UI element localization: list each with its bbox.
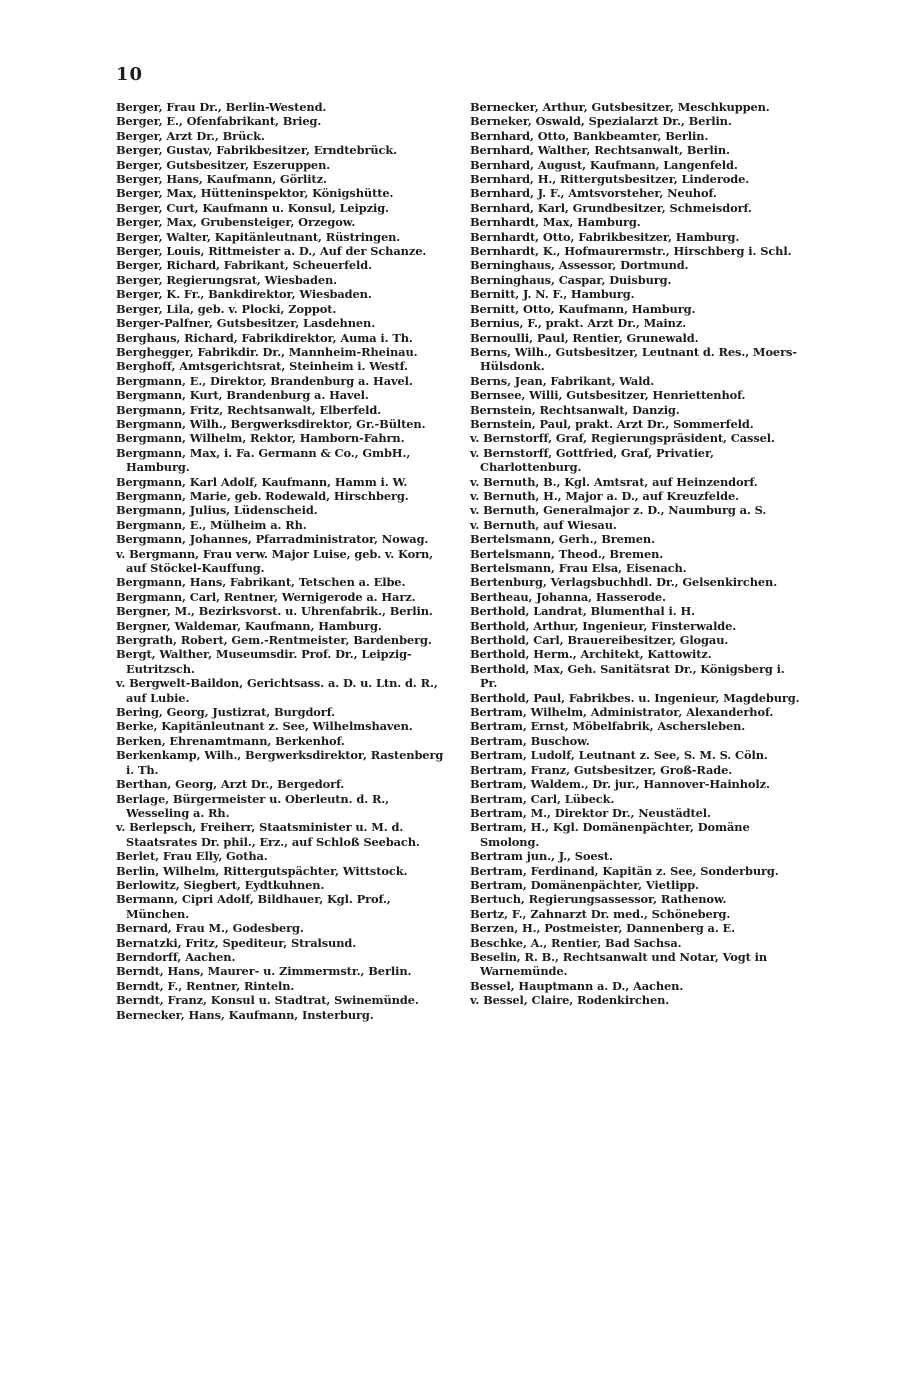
- directory-entry: Bernatzki, Fritz, Spediteur, Stralsund.: [116, 935, 357, 950]
- directory-entry: Berger, Gustav, Fabrikbesitzer, Erndtebrück.: [116, 143, 398, 158]
- directory-entry: Berzen, H., Postmeister, Dannenberg a. E.: [470, 921, 735, 936]
- directory-entry: Berke, Kapitänleutnant z. See, Wilhelmshaven.: [116, 719, 413, 734]
- directory-entry: Bessel, Hauptmann a. D., Aachen.: [470, 978, 684, 993]
- directory-entry: Bering, Georg, Justizrat, Burgdorf.: [116, 705, 335, 720]
- directory-entry: Berger-Palfner, Gutsbesitzer, Lasdehnen.: [116, 316, 376, 331]
- directory-entry: Bergrath, Robert, Gem.-Rentmeister, Bardenberg.: [116, 633, 432, 648]
- directory-entry: Bergmann, Wilhelm, Rektor, Hamborn-Fahrn.: [116, 431, 405, 446]
- directory-entry: Bernstein, Rechtsanwalt, Danzig.: [470, 402, 680, 417]
- directory-entry: Bertram, Ferdinand, Kapitän z. See, Sonderburg.: [470, 863, 779, 878]
- directory-entry: Bergner, Waldemar, Kaufmann, Hamburg.: [116, 618, 382, 633]
- directory-entry: Bertram, M., Direktor Dr., Neustädtel.: [470, 805, 711, 820]
- directory-entry: Bergmann, Karl Adolf, Kaufmann, Hamm i. W.: [116, 474, 408, 489]
- directory-entry: Bertram, Wilhelm, Administrator, Alexanderhof.: [470, 705, 774, 720]
- directory-entry: Berthold, Carl, Brauereibesitzer, Glogau.: [470, 633, 729, 648]
- directory-entry: Bergmann, Wilh., Bergwerksdirektor, Gr.-Bülten.: [116, 416, 426, 431]
- directory-entry: Bergmann, Max, i. Fa. Germann & Co., GmbH., Hamburg.: [116, 445, 411, 475]
- directory-entry: Berger, Max, Grubensteiger, Orzegow.: [116, 215, 356, 230]
- directory-entry: Bertram, Ludolf, Leutnant z. See, S. M. S. Cöln.: [470, 748, 768, 763]
- directory-entry: Berger, Regierungsrat, Wiesbaden.: [116, 272, 338, 287]
- directory-entry: Berns, Wilh., Gutsbesitzer, Leutnant d. Res., Moers-Hülsdonk.: [470, 344, 797, 374]
- left-column: [116, 100, 446, 1022]
- directory-entry: Bernhard, Karl, Grundbesitzer, Schmeisdorf.: [470, 200, 752, 215]
- directory-entry: Bernsee, Willi, Gutsbesitzer, Henriettenhof.: [470, 388, 746, 403]
- directory-entry: Bernhard, August, Kaufmann, Langenfeld.: [470, 157, 738, 172]
- directory-entry: Berns, Jean, Fabrikant, Wald.: [470, 373, 655, 388]
- directory-entry: Berlet, Frau Elly, Gotha.: [116, 849, 268, 864]
- directory-entry: Bernitt, J. N. F., Hamburg.: [470, 287, 635, 302]
- directory-entry: Beselin, R. B., Rechtsanwalt und Notar, Vogt in Warnemünde.: [470, 949, 768, 979]
- directory-entry: v. Bernstorff, Graf, Regierungspräsident, Cassel.: [470, 431, 775, 446]
- directory-entry: Berninghaus, Caspar, Duisburg.: [470, 272, 672, 287]
- directory-entry: Bermann, Cipri Adolf, Bildhauer, Kgl. Prof., München.: [116, 892, 391, 921]
- directory-entry: Bergmann, Marie, geb. Rodewald, Hirschberg.: [116, 488, 409, 503]
- right-column: [470, 100, 800, 1008]
- directory-entry: Berken, Ehrenamtmann, Berkenhof.: [116, 733, 345, 748]
- directory-entry: Bergmann, Johannes, Pfarradministrator, Nowag.: [116, 532, 429, 547]
- directory-entry: Berneker, Oswald, Spezialarzt Dr., Berlin.: [470, 114, 732, 129]
- directory-entry: Berlin, Wilhelm, Rittergutspächter, Wittstock.: [116, 863, 408, 878]
- directory-entry: Bertram, Waldem., Dr. jur., Hannover-Hainholz.: [470, 777, 770, 792]
- directory-entry: Berthold, Arthur, Ingenieur, Finsterwalde.: [470, 618, 737, 633]
- directory-entry: Bergmann, Carl, Rentner, Wernigerode a. Harz.: [116, 589, 416, 604]
- directory-entry: Bertenburg, Verlagsbuchhdl. Dr., Gelsenkirchen.: [470, 575, 778, 590]
- directory-entry: Berger, Max, Hütteninspektor, Königshütte.: [116, 186, 394, 201]
- directory-entry: Bertz, F., Zahnarzt Dr. med., Schöneberg.: [470, 906, 731, 921]
- directory-entry: Berndt, F., Rentner, Rinteln.: [116, 978, 295, 993]
- directory-entry: Berger, E., Ofenfabrikant, Brieg.: [116, 114, 322, 129]
- directory-entry: v. Berlepsch, Freiherr, Staatsminister u. M. d. Staatsrates Dr. phil., Erz., auf Schloß Seebach.: [116, 820, 420, 849]
- directory-entry: Bernhard, H., Rittergutsbesitzer, Linderode.: [470, 172, 750, 187]
- directory-entry: Bernecker, Arthur, Gutsbesitzer, Meschkuppen.: [470, 100, 770, 114]
- directory-entry: Bertram, Buschow.: [470, 733, 590, 748]
- directory-entry: v. Bernstorff, Gottfried, Graf, Privatier, Charlottenburg.: [470, 445, 714, 475]
- directory-entry: Berger, Hans, Kaufmann, Görlitz.: [116, 172, 327, 187]
- directory-entry: Berthold, Paul, Fabrikbes. u. Ingenieur, Magdeburg.: [470, 690, 800, 705]
- directory-entry: Berndt, Franz, Konsul u. Stadtrat, Swinemünde.: [116, 993, 419, 1008]
- directory-entry: Berger, Frau Dr., Berlin-Westend.: [116, 100, 327, 114]
- directory-entry: Bertram, Franz, Gutsbesitzer, Groß-Rade.: [470, 762, 733, 777]
- directory-entry: Berthold, Herm., Architekt, Kattowitz.: [470, 647, 712, 662]
- directory-entry: Berlage, Bürgermeister u. Oberleutn. d. R., Wesseling a. Rh.: [116, 791, 390, 820]
- directory-entry: Bernhard, J. F., Amtsvorsteher, Neuhof.: [470, 186, 717, 201]
- directory-entry: Berthold, Max, Geh. Sanitätsrat Dr., Königsberg i. Pr.: [470, 661, 785, 691]
- directory-entry: v. Bernuth, H., Major a. D., auf Kreuzfelde.: [470, 488, 740, 503]
- directory-entry: Bertelsmann, Gerh., Bremen.: [470, 532, 655, 547]
- directory-entry: Bergmann, Kurt, Brandenburg a. Havel.: [116, 388, 369, 403]
- directory-entry: v. Bernuth, B., Kgl. Amtsrat, auf Heinzendorf.: [470, 474, 758, 489]
- directory-entry: Berger, Lila, geb. v. Plocki, Zoppot.: [116, 301, 337, 316]
- directory-entry: Bernius, F., prakt. Arzt Dr., Mainz.: [470, 316, 687, 331]
- directory-entry: Bertheau, Johanna, Hasserode.: [470, 589, 666, 604]
- directory-entry: Bertram, Carl, Lübeck.: [470, 791, 615, 806]
- page-number: 10: [116, 64, 144, 85]
- directory-entry: Bernstein, Paul, prakt. Arzt Dr., Sommerfeld.: [470, 416, 754, 431]
- directory-entry: Berthan, Georg, Arzt Dr., Bergedorf.: [116, 777, 345, 792]
- directory-entry: Bertuch, Regierungsassessor, Rathenow.: [470, 892, 727, 907]
- directory-entry: Bertram, Domänenpächter, Vietlipp.: [470, 877, 700, 892]
- directory-entry: v. Bergwelt-Baildon, Gerichtsass. a. D. u. Ltn. d. R., auf Lubie.: [116, 676, 438, 705]
- directory-entry: Bergt, Walther, Museumsdir. Prof. Dr., Leipzig-Eutritzsch.: [116, 647, 412, 676]
- directory-entry: Bernard, Frau M., Godesberg.: [116, 921, 304, 936]
- directory-entry: Berger, Walter, Kapitänleutnant, Rüstringen.: [116, 229, 401, 244]
- directory-entry: Bergner, M., Bezirksvorst. u. Uhrenfabrik., Berlin.: [116, 604, 433, 619]
- directory-entry: v. Bessel, Claire, Rodenkirchen.: [470, 993, 670, 1008]
- directory-entry: v. Bergmann, Frau verw. Major Luise, geb. v. Korn, auf Stöckel-Kauffung.: [116, 546, 434, 575]
- directory-entry: v. Bernuth, Generalmajor z. D., Naumburg a. S.: [470, 503, 767, 518]
- directory-entry: Berkenkamp, Wilh., Bergwerksdirektor, Rastenberg i. Th.: [116, 748, 444, 777]
- directory-entry: Berndorff, Aachen.: [116, 949, 236, 964]
- directory-entry: Bertram jun., J., Soest.: [470, 849, 613, 864]
- directory-entry: v. Bernuth, auf Wiesau.: [470, 517, 617, 532]
- directory-entry: Bernhard, Otto, Bankbeamter, Berlin.: [470, 128, 709, 143]
- directory-entry: Berthold, Landrat, Blumenthal i. H.: [470, 604, 695, 619]
- directory-entry: Bertelsmann, Frau Elsa, Eisenach.: [470, 561, 687, 575]
- directory-entry: Berghaus, Richard, Fabrikdirektor, Auma i. Th.: [116, 330, 413, 345]
- directory-entry: Bernhardt, K., Hofmaurermstr., Hirschberg i. Schl.: [470, 244, 792, 259]
- directory-entry: Bernoulli, Paul, Rentier, Grunewald.: [470, 330, 699, 345]
- directory-entry: Bernhard, Walther, Rechtsanwalt, Berlin.: [470, 143, 730, 158]
- directory-entry: Berninghaus, Assessor, Dortmund.: [470, 258, 689, 273]
- directory-entry: Berger, Richard, Fabrikant, Scheuerfeld.: [116, 258, 372, 273]
- directory-entry: Bergmann, E., Direktor, Brandenburg a. Havel.: [116, 373, 413, 388]
- directory-entry: Bernecker, Hans, Kaufmann, Insterburg.: [116, 1007, 374, 1022]
- directory-entry: Berndt, Hans, Maurer- u. Zimmermstr., Berlin.: [116, 964, 412, 979]
- directory-entry: Bernhardt, Otto, Fabrikbesitzer, Hamburg.: [470, 229, 740, 244]
- directory-entry: Bergmann, Fritz, Rechtsanwalt, Elberfeld.: [116, 402, 382, 417]
- directory-entry: Berger, Gutsbesitzer, Eszeruppen.: [116, 157, 331, 172]
- directory-entry: Berlowitz, Siegbert, Eydtkuhnen.: [116, 877, 325, 892]
- directory-entry: Bertelsmann, Theod., Bremen.: [470, 546, 664, 561]
- directory-entry: Bernitt, Otto, Kaufmann, Hamburg.: [470, 301, 696, 316]
- directory-entry: Berger, K. Fr., Bankdirektor, Wiesbaden.: [116, 287, 372, 302]
- directory-entry: Berghegger, Fabrikdir. Dr., Mannheim-Rheinau.: [116, 344, 418, 359]
- directory-entry: Berger, Arzt Dr., Brück.: [116, 128, 265, 143]
- directory-entry: Bergmann, E., Mülheim a. Rh.: [116, 517, 307, 532]
- directory-entry: Beschke, A., Rentier, Bad Sachsa.: [470, 935, 682, 950]
- directory-entry: Bertram, H., Kgl. Domänenpächter, Domäne Smolong.: [470, 820, 750, 849]
- directory-entry: Bergmann, Hans, Fabrikant, Tetschen a. Elbe.: [116, 575, 406, 590]
- directory-entry: Berghoff, Amtsgerichtsrat, Steinheim i. Westf.: [116, 359, 408, 374]
- directory-entry: Bertram, Ernst, Möbelfabrik, Aschersleben.: [470, 719, 746, 734]
- directory-entry: Berger, Curt, Kaufmann u. Konsul, Leipzig.: [116, 200, 389, 215]
- directory-entry: Bernhardt, Max, Hamburg.: [470, 215, 641, 230]
- directory-entry: Bergmann, Julius, Lüdenscheid.: [116, 503, 318, 518]
- directory-entry: Berger, Louis, Rittmeister a. D., Auf der Schanze.: [116, 244, 427, 259]
